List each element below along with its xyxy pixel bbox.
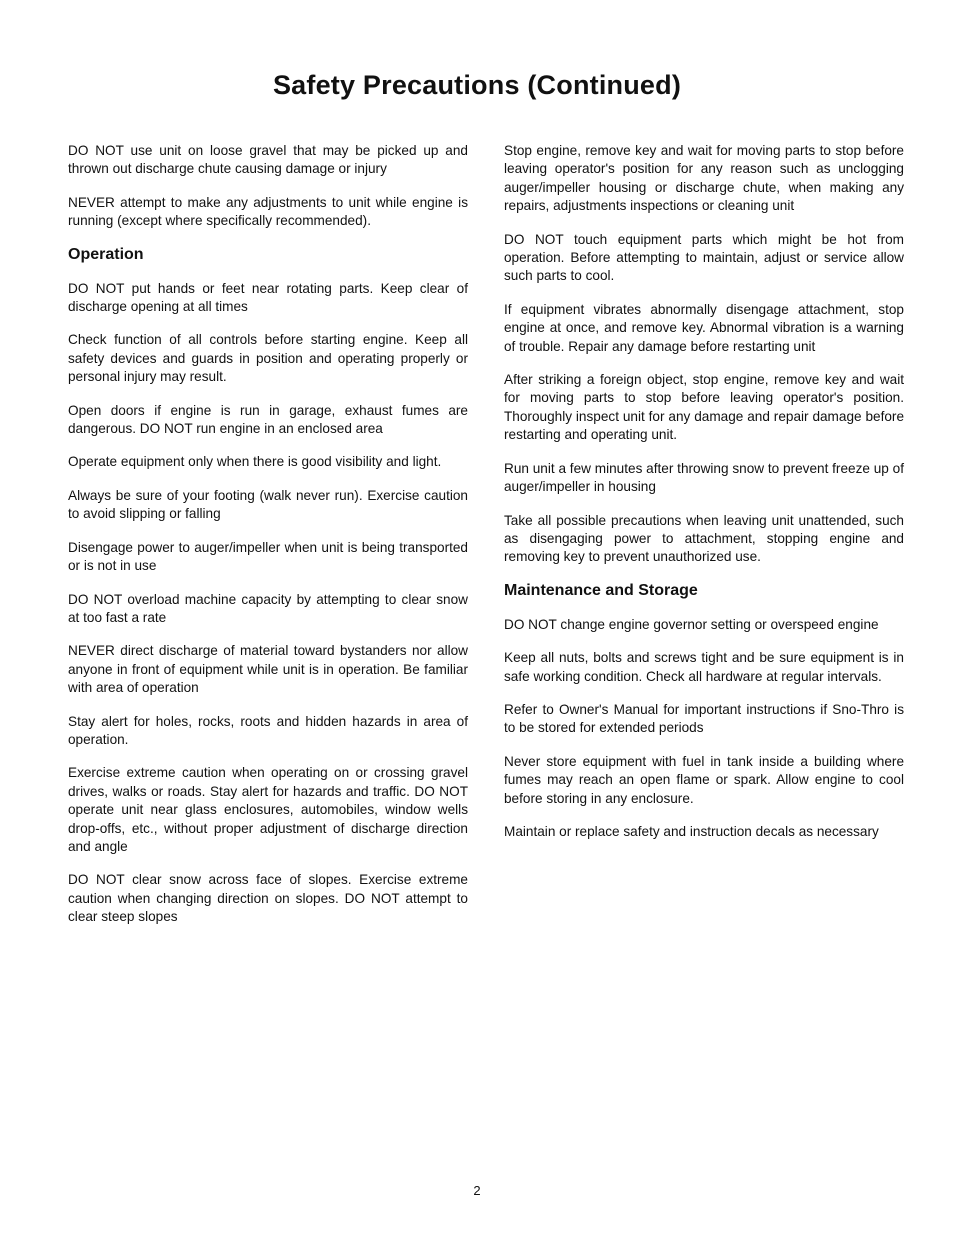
paragraph: DO NOT use unit on loose gravel that may be picked up and thrown out discharge chute causing damage or injury — [68, 143, 468, 177]
paragraph: Disengage power to auger/impeller when unit is being transported or is not in use — [68, 539, 468, 574]
paragraph: NEVER attempt to make any adjustments to unit while engine is running (except where specifically recommended). — [68, 194, 468, 229]
paragraph: DO NOT change engine governor setting or overspeed engine — [504, 616, 879, 632]
paragraph: DO NOT put hands or feet near rotating parts. Keep clear of discharge opening at all times — [68, 280, 468, 315]
paragraph: DO NOT clear snow across face of slopes. Exercise extreme caution when changing direction on slopes. DO NOT attempt to clear steep slopes — [68, 872, 468, 925]
paragraph: DO NOT touch equipment parts which might be hot from operation. Before attempting to maintain, adjust or service allow such parts to cool. — [504, 231, 904, 284]
left-column — [68, 142, 468, 942]
paragraph: Never store equipment with fuel in tank inside a building where fumes may reach an open flame or spark. Allow engine to cool before storing in any enclosure. — [504, 753, 904, 806]
paragraph: Check function of all controls before starting engine. Keep all safety devices and guards in position and operating properly or personal injury may result. — [68, 332, 468, 385]
paragraph: Operate equipment only when there is good visibility and light. — [68, 454, 442, 470]
page-title: Safety Precautions (Continued) — [272, 70, 682, 100]
right-column — [504, 142, 904, 856]
paragraph: If equipment vibrates abnormally disengage attachment, stop engine at once, and remove key. Abnormal vibration is a warning of trouble. Repair any damage before restarting unit — [504, 301, 904, 354]
paragraph: Always be sure of your footing (walk never run). Exercise caution to avoid slipping or falling — [68, 487, 468, 522]
page-number: 2 — [473, 1183, 481, 1198]
paragraph: Maintain or replace safety and instruction decals as necessary — [504, 823, 879, 839]
paragraph: DO NOT overload machine capacity by attempting to clear snow at too fast a rate — [68, 591, 468, 625]
paragraph: Run unit a few minutes after throwing snow to prevent freeze up of auger/impeller in housing — [504, 460, 904, 495]
paragraph: Keep all nuts, bolts and screws tight and be sure equipment is in safe working condition. Check all hardware at regular intervals. — [504, 650, 904, 684]
paragraph: Open doors if engine is run in garage, exhaust fumes are dangerous. DO NOT run engine in an enclosed area — [68, 402, 468, 437]
maintenance-heading: Maintenance and Storage — [504, 581, 698, 599]
paragraph: Refer to Owner's Manual for important instructions if Sno-Thro is to be stored for extended periods — [504, 701, 904, 736]
paragraph: NEVER direct discharge of material toward bystanders nor allow anyone in front of equipment while unit is in operation. Be familiar with area of operation — [68, 643, 468, 696]
paragraph: Stay alert for holes, rocks, roots and hidden hazards in area of operation. — [68, 713, 468, 747]
paragraph: After striking a foreign object, stop engine, remove key and wait for moving parts to stop before leaving operator's position. Thoroughly inspect unit for any damage and repair damage before restarting and operating unit. — [504, 372, 904, 443]
paragraph: Exercise extreme caution when operating on or crossing gravel drives, walks or roads. Stay alert for hazards and traffic. DO NOT operate unit near glass enclosures, automobiles, window wells drop-offs, etc., without proper adjustment of discharge direction and angle — [68, 765, 468, 854]
paragraph: Take all possible precautions when leaving unit unattended, such as disengaging power to attachment, stopping engine and removing key to prevent unauthorized use. — [504, 512, 904, 565]
paragraph: Stop engine, remove key and wait for moving parts to stop before leaving operator's position for any reason such as unclogging auger/impeller housing or discharge chute, when making any repairs, adjustments inspections or cleaning unit — [504, 143, 904, 214]
operation-heading: Operation — [68, 245, 144, 263]
